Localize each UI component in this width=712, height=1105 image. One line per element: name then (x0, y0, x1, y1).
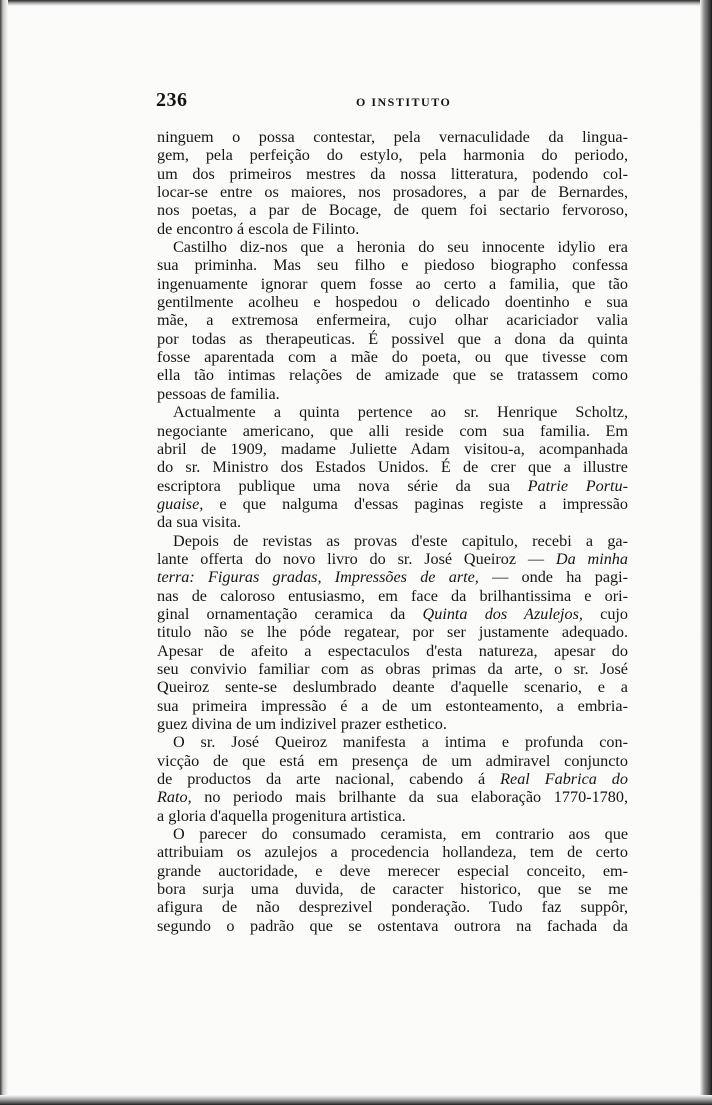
text-line (157, 330, 628, 348)
line-text: do sr. Ministro dos Estados Unidos. É de crer que a illustre (157, 458, 628, 477)
line-text: sua priminha. Mas seu filho e piedoso biographo confessa (157, 256, 628, 275)
italic-text: terra: Figuras gradas, Impressões de arte, (157, 568, 479, 587)
line-text: O sr. José Queiroz manifesta a intima e profunda con- (173, 733, 628, 752)
text-line (157, 440, 628, 458)
text-line (157, 752, 628, 770)
line-text: escriptora publique uma nova série da sua (157, 476, 528, 495)
line-text: de productos da arte nacional, cabendo á (157, 770, 501, 789)
italic-text: Quinta dos Azulejos, (422, 604, 583, 623)
line-text: afigura de não desprezivel ponderação. Tudo faz suppôr, (157, 898, 628, 917)
line-text: mãe, a extremosa enfermeira, cujo olhar acariciador valia (157, 311, 628, 330)
line-text: Apesar de afeito a espectaculos d'esta natureza, apesar do (157, 641, 628, 660)
body-text (157, 128, 628, 935)
line-text: a gloria d'aquella progenitura artistica. (157, 806, 406, 825)
line-text: nos poetas, a par de Bocage, de quem foi sectario fervoroso, (157, 201, 628, 220)
italic-text: Real Fabrica do (500, 770, 628, 789)
line-text: titulo não se lhe póde regatear, por ser justamente adequado. (157, 623, 628, 642)
line-text: Depois de revistas as provas d'este capitulo, recebi a ga- (173, 531, 628, 550)
text-line (157, 238, 628, 256)
text-line (157, 788, 628, 806)
text-line (157, 220, 628, 238)
line-text: locar-se entre os maiores, nos prosadores, a par de Bernardes, (157, 183, 628, 202)
line-text: Castilho diz-nos que a heronia do seu innocente idylio era (173, 238, 628, 257)
text-line (157, 568, 628, 586)
line-text: ella tão intimas relações de amizade que se tratassem como (157, 366, 628, 385)
text-line (157, 825, 628, 843)
italic-text: Patrie Portu- (527, 476, 628, 495)
scan-border-right (700, 0, 712, 1105)
line-text: Actualmente a quinta pertence ao sr. Henrique Scholtz, (173, 403, 628, 422)
line-text: lante offerta do novo livro do sr. José Queiroz — (157, 549, 556, 568)
text-line (157, 587, 628, 605)
text-line (157, 165, 628, 183)
line-text: no periodo mais brilhante da sua elaboração 1770-1780, (191, 788, 628, 807)
line-text: segundo o padrão que se ostentava outrora na fachada da (157, 916, 628, 935)
line-text: negociante americano, que alli reside com sua familia. Em (157, 421, 628, 440)
scan-border-left (0, 0, 8, 1105)
text-line (157, 348, 628, 366)
running-head (156, 89, 630, 115)
line-text: ninguem o possa contestar, pela vernaculidade da lingua- (157, 128, 628, 146)
text-line (157, 715, 628, 733)
italic-text: guaise, (157, 494, 204, 513)
text-line (157, 183, 628, 201)
text-line (157, 605, 628, 623)
text-line (157, 733, 628, 751)
text-line (157, 532, 628, 550)
text-line (157, 311, 628, 329)
line-text: grande auctoridade, e deve merecer especial conceito, em- (157, 861, 628, 880)
text-line (157, 642, 628, 660)
line-text: gentilmente acolheu e hospedou o delicado doentinho e sua (157, 293, 628, 312)
line-text: Queiroz sente-se deslumbrado deante d'aquelle scenario, e a (157, 678, 628, 697)
text-line (157, 146, 628, 164)
text-line (157, 422, 628, 440)
text-line (157, 770, 628, 788)
italic-text: Da minha (555, 549, 628, 568)
line-text: — onde ha pagi- (478, 568, 628, 587)
text-line (157, 477, 628, 495)
line-text: attribuiam os azulejos a procedencia hollandeza, tem de certo (157, 843, 628, 862)
scan-border-bottom (0, 1095, 712, 1105)
line-text: abril de 1909, madame Juliette Adam visitou-a, acompanhada (157, 439, 628, 458)
line-text: ginal ornamentação ceramica da (157, 604, 423, 623)
line-text: seu convivio familiar com as obras primas da arte, o sr. José (157, 659, 628, 678)
text-line (157, 660, 628, 678)
text-line (157, 917, 628, 935)
text-line (157, 678, 628, 696)
text-line (157, 385, 628, 403)
text-line (157, 495, 628, 513)
text-line (157, 807, 628, 825)
text-line (157, 128, 628, 146)
line-text: vicção de que está em presença de um admiravel conjuncto (157, 751, 628, 770)
text-line (157, 458, 628, 476)
line-text: um dos primeiros mestres da nossa litteratura, podendo col- (157, 164, 628, 183)
line-text: gem, pela perfeição do estylo, pela harmonia do periodo, (157, 146, 628, 165)
scan-border-top (0, 0, 712, 6)
text-line (157, 697, 628, 715)
text-line (157, 623, 628, 641)
line-text: nas de caloroso entusiasmo, em face da brilhantissima e ori- (157, 586, 628, 605)
text-line (157, 898, 628, 916)
page-number: 236 (156, 89, 188, 111)
line-text: e que nalguma d'essas paginas registe a impressão (203, 494, 628, 513)
text-line (157, 366, 628, 384)
text-line (157, 843, 628, 861)
text-line (157, 201, 628, 219)
line-text: cujo (582, 604, 629, 623)
line-text: O parecer do consumado ceramista, em contrario aos que (173, 825, 628, 844)
italic-text: Rato, (157, 788, 192, 807)
text-line (157, 880, 628, 898)
line-text: por todas as therapeuticas. É possivel que a dona da quinta (157, 329, 628, 348)
line-text: pessoas de familia. (157, 384, 280, 403)
line-text: fosse aparentada com a mãe do poeta, ou que tivesse com (157, 348, 628, 367)
line-text: sua primeira impressão é a de um estonteamento, a embria- (157, 696, 628, 715)
text-line (157, 550, 628, 568)
line-text: bora surja uma duvida, de caracter historico, que se me (157, 880, 628, 899)
line-text: guez divina de um indizivel prazer esthetico. (157, 715, 447, 733)
text-line (157, 862, 628, 880)
text-line (157, 403, 628, 421)
text-line (157, 275, 628, 293)
line-text: de encontro á escola de Filinto. (157, 219, 360, 238)
line-text: da sua visita. (157, 513, 242, 532)
text-line (157, 513, 628, 531)
text-line (157, 256, 628, 274)
running-title: O INSTITUTO (356, 95, 452, 109)
line-text: ingenuamente ignorar quem fosse ao certo a familia, que tão (157, 274, 628, 293)
text-line (157, 293, 628, 311)
